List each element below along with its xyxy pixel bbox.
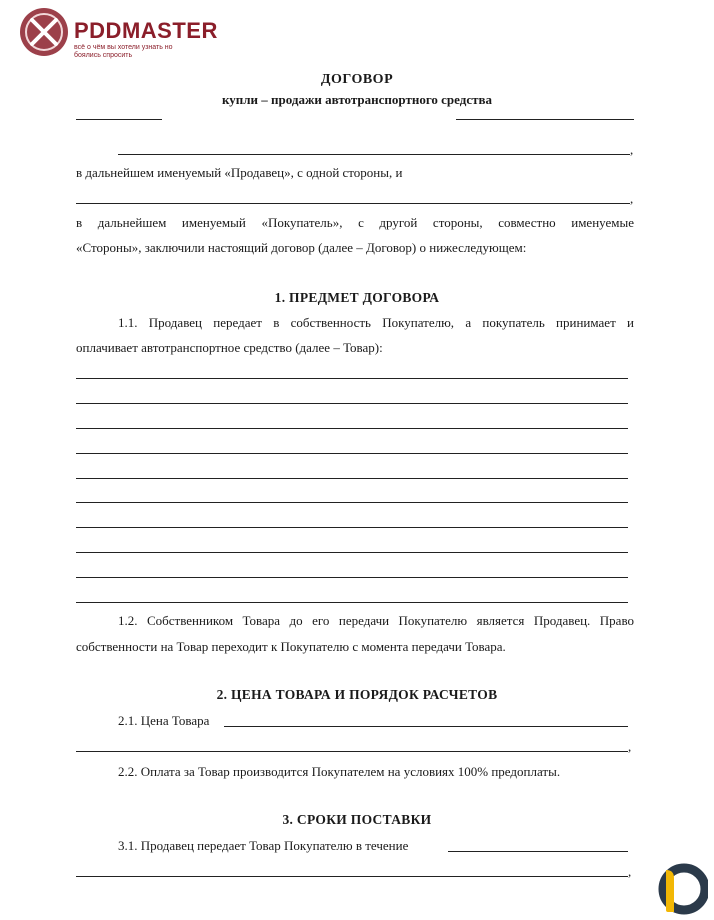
delivery-comma: , (628, 864, 632, 879)
vehicle-blank-line (76, 403, 628, 404)
delivery-term-blank-continued (76, 876, 628, 877)
clause-3-1: 3.1. Продавец передает Товар Покупателю в течение (118, 838, 409, 853)
buyer-clause-line1: в дальнейшем именуемый «Покупатель», с другой стороны, совместно именуемые (76, 215, 634, 230)
clause-2-2: 2.2. Оплата за Товар производится Покупателем на условиях 100% предоплаты. (118, 764, 561, 779)
place-blank (76, 119, 162, 120)
delivery-term-blank (448, 851, 628, 852)
logo-tagline: всё о чём вы хотели узнать но боялись спросить (74, 44, 173, 59)
buyer-clause-line2: «Стороны», заключили настоящий договор (далее – Договор) о нижеследующем: (76, 240, 527, 255)
vehicle-blank-line (76, 502, 628, 503)
vehicle-blank-line (76, 428, 628, 429)
pddmaster-logo-icon (18, 6, 70, 58)
brand-badge-icon (656, 862, 708, 916)
vehicle-blank-line (76, 577, 628, 578)
document-title: ДОГОВОР (320, 72, 394, 87)
logo-brand-text: PDDMASTER (74, 18, 218, 43)
seller-clause: в дальнейшем именуемый «Продавец», с одной стороны, и (76, 165, 403, 180)
vehicle-blank-line (76, 478, 628, 479)
clause-1-2-line1: 1.2. Собственником Товара до его передачи Покупателю является Продавец. Право (118, 613, 634, 628)
price-blank (224, 726, 628, 727)
pddmaster-logo (18, 6, 218, 62)
clause-1-2-line2: собственности на Товар переходит к Покупателю с момента передачи Товара. (76, 639, 506, 654)
date-blank (456, 119, 634, 120)
price-blank-continued (76, 751, 628, 752)
buyer-name-blank (76, 203, 630, 204)
vehicle-blank-line (76, 602, 628, 603)
section3-heading: 3. СРОКИ ПОСТАВКИ (282, 812, 432, 827)
buyer-comma: , (630, 191, 634, 206)
price-comma: , (628, 739, 632, 754)
document-subtitle: купли – продажи автотранспортного средства (221, 92, 493, 107)
vehicle-blank-line (76, 552, 628, 553)
vehicle-blank-line (76, 453, 628, 454)
clause-2-1: 2.1. Цена Товара (118, 713, 210, 728)
vehicle-blank-line (76, 527, 628, 528)
seller-name-blank (118, 154, 630, 155)
section1-heading: 1. ПРЕДМЕТ ДОГОВОРА (274, 290, 440, 305)
clause-1-1-line1: 1.1. Продавец передает в собственность Покупателю, а покупатель принимает и (118, 315, 634, 330)
section2-heading: 2. ЦЕНА ТОВАРА И ПОРЯДОК РАСЧЕТОВ (216, 687, 498, 702)
seller-comma: , (630, 142, 634, 157)
vehicle-blank-line (76, 378, 628, 379)
clause-1-1-line2: оплачивает автотранспортное средство (далее – Товар): (76, 340, 383, 355)
